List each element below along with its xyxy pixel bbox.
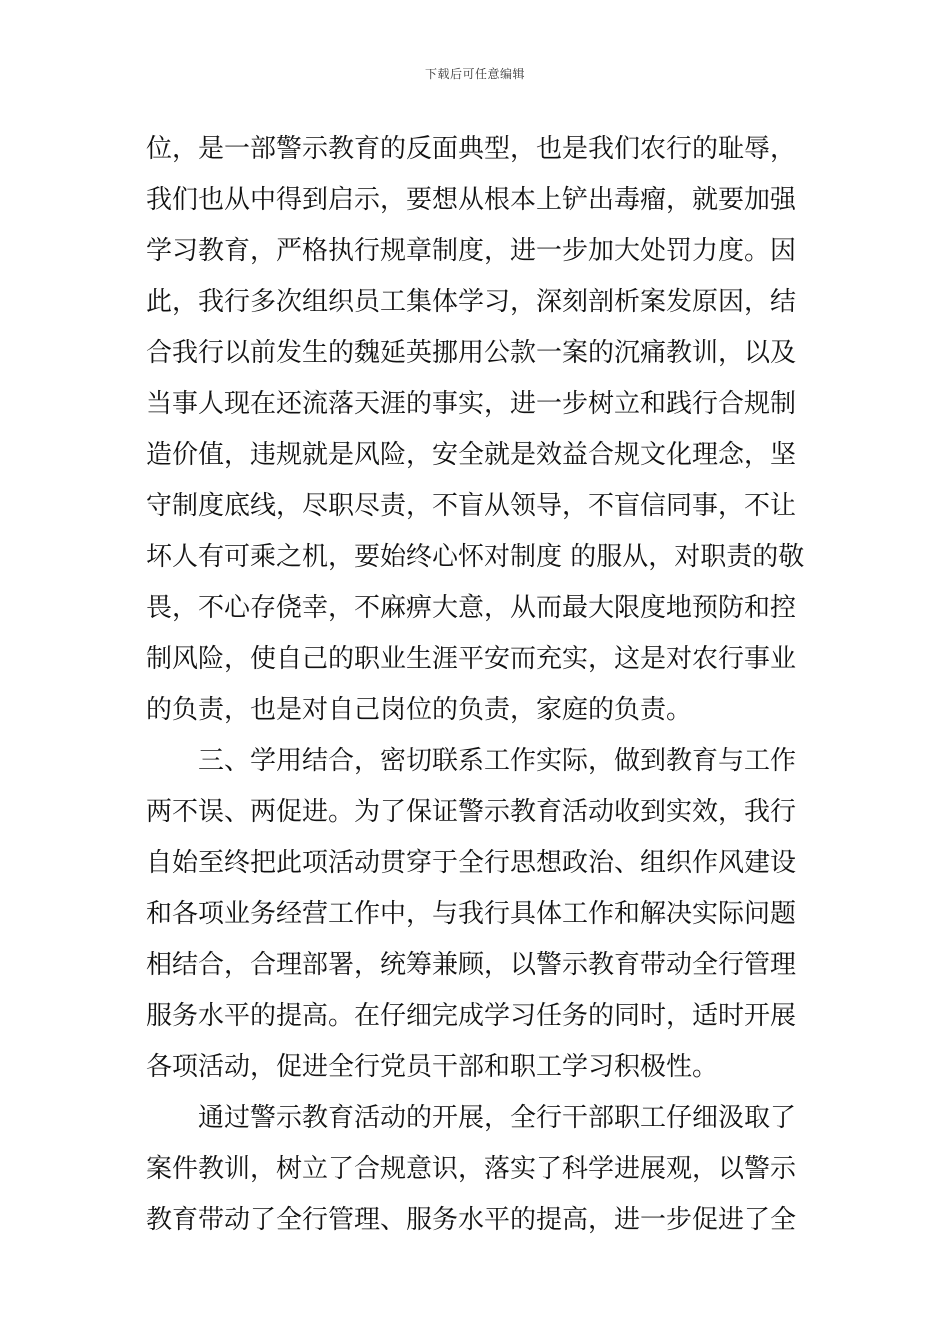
text-line: 造价值，违规就是风险，安全就是效益合规文化理念，坚 [146,440,797,470]
text-line: 当事人现在还流落天涯的事实，进一步树立和践行合规制 [146,389,797,419]
text-line: 守制度底线，尽职尽责，不盲从领导，不盲信同事，不让 [146,491,797,521]
text-line: 合我行以前发生的魏延英挪用公款一案的沉痛教训，以及 [146,338,797,368]
text-line: 学习教育，严格执行规章制度，进一步加大处罚力度。因 [146,236,797,266]
text-line: 相结合，合理部署，统筹兼顾，以警示教育带动全行管理 [146,950,797,980]
text-line: 案件教训，树立了合规意识，落实了科学进展观，以警示 [146,1154,797,1184]
text-line: 位，是一部警示教育的反面典型，也是我们农行的耻辱， [146,134,797,164]
text-line: 各项活动，促进全行党员干部和职工学习积极性。 [146,1052,719,1082]
text-line: 和各项业务经营工作中，与我行具体工作和解决实际问题 [146,899,797,929]
text-line: 服务水平的提高。在仔细完成学习任务的同时，适时开展 [146,1001,797,1031]
text-line: 坏人有可乘之机，要始终心怀对制度 的服从，对职责的敬 [146,542,805,572]
text-line: 制风险，使自己的职业生涯平安而充实，这是对农行事业 [146,644,797,674]
paragraph-start-line: 三、学用结合，密切联系工作实际，做到教育与工作 [198,746,797,776]
paragraph-start-line: 通过警示教育活动的开展，全行干部职工仔细汲取了 [198,1103,797,1133]
text-line: 此，我行多次组织员工集体学习，深刻剖析案发原因，结 [146,287,797,317]
text-line: 自始至终把此项活动贯穿于全行思想政治、组织作风建设 [146,848,797,878]
text-line: 教育带动了全行管理、服务水平的提高，进一步促进了全 [146,1205,797,1235]
text-line: 两不误、两促进。为了保证警示教育活动收到实效，我行 [146,797,797,827]
text-line: 畏，不心存侥幸，不麻痹大意，从而最大限度地预防和控 [146,593,797,623]
text-line: 的负责，也是对自己岗位的负责，家庭的负责。 [146,695,693,725]
page-header: 下载后可任意编辑 [424,67,525,81]
document-body [146,124,806,1246]
text-line: 我们也从中得到启示，要想从根本上铲出毒瘤，就要加强 [146,185,797,215]
